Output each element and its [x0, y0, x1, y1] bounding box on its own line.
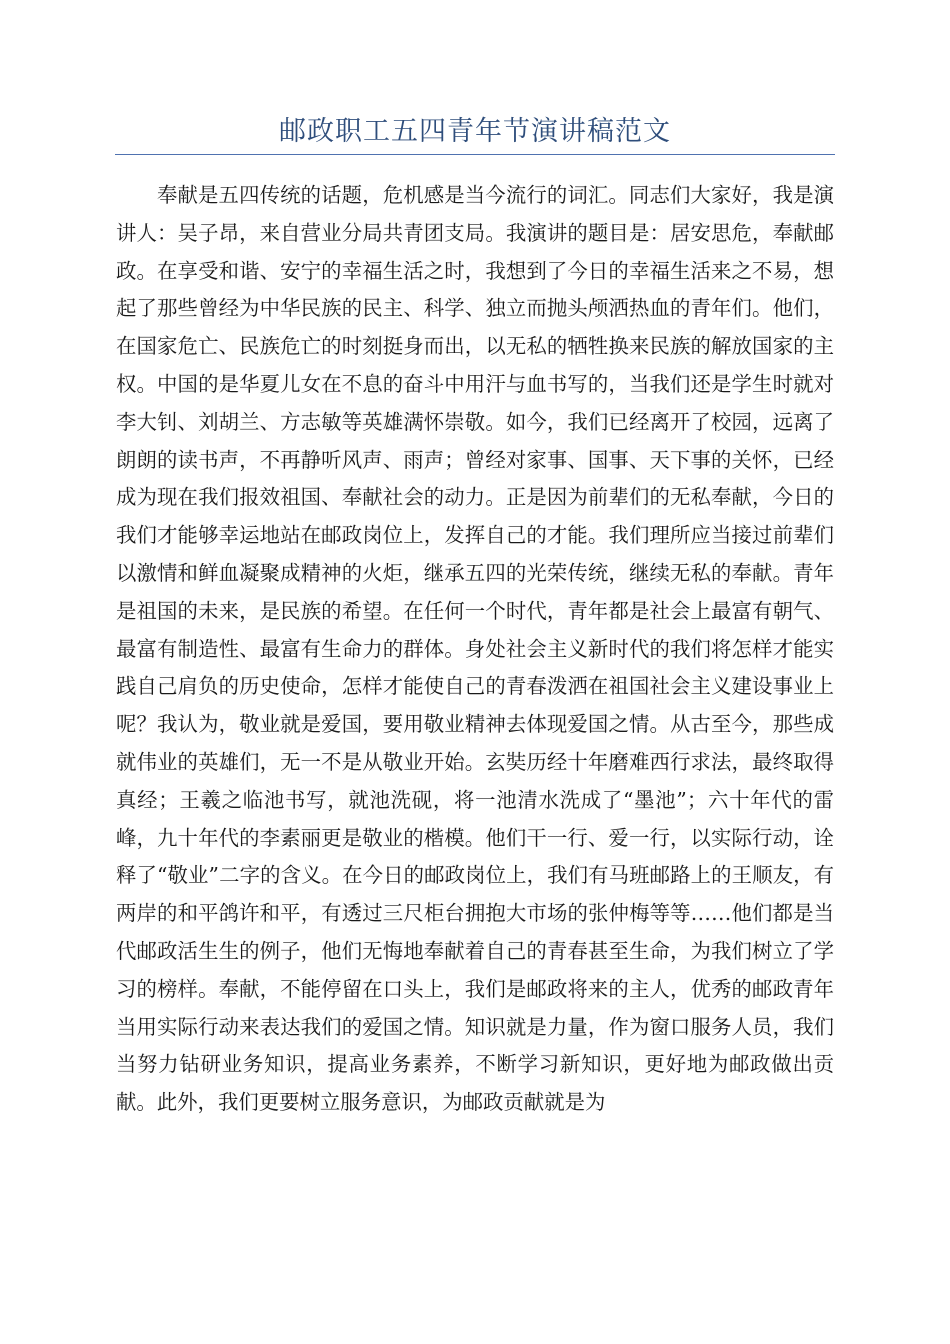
body-paragraph: 奉献是五四传统的话题，危机感是当今流行的词汇。同志们大家好，我是演讲人：吴子昂，来自营业分局共青团支局。我演讲的题目是：居安思危，奉献邮政。在享受和谐、安宁的幸福生活之时，我想到了今日的幸福生活来之不易，想起了那些曾经为中华民族的民主、科学、独立而抛头颅洒热血的青年们。他们，在国家危亡、民族危亡的时刻挺身而出，以无私的牺牲换来民族的解放国家的主权。中国的是华夏儿女在不息的奋斗中用汗与血书写的，当我们还是学生时就对李大钊、刘胡兰、方志敏等英雄满怀崇敬。如今，我们已经离开了校园，远离了朗朗的读书声，不再静听风声、雨声；曾经对家事、国事、天下事的关怀，已经成为现在我们报效祖国、奉献社会的动力。正是因为前辈们的无私奉献，今日的我们才能够幸运地站在邮政岗位上，发挥自己的才能。我们理所应当接过前辈们以激情和鲜血凝聚成精神的火炬，继承五四的光荣传统，继续无私的奉献。青年是祖国的未来，是民族的希望。在任何一个时代，青年都是社会上最富有朝气、最富有制造性、最富有生命力的群体。身处社会主义新时代的我们将怎样才能实践自己肩负的历史使命，怎样才能使自己的青春泼洒在祖国社会主义建设事业上呢？我认为，敬业就是爱国，要用敬业精神去体现爱国之情。从古至今，那些成就伟业的英雄们，无一不是从敬业开始。玄奘历经十年磨难西行求法，最终取得真经；王羲之临池书写，就池洗砚，将一池清水洗成了“墨池”；六十年代的雷峰，九十年代的李素丽更是敬业的楷模。他们干一行、爱一行，以实际行动，诠释了“敬业”二字的含义。在今日的邮政岗位上，我们有马班邮路上的王顺友，有两岸的和平鸽许和平，有透过三尺柜台拥抱大市场的张仲梅等等……他们都是当代邮政活生生的例子，他们无悔地奉献着自己的青春甚至生命，为我们树立了学习的榜样。奉献，不能停留在口头上，我们是邮政将来的主人，优秀的邮政青年当用实际行动来表达我们的爱国之情。知识就是力量，作为窗口服务人员，我们当努力钻研业务知识，提高业务素养，不断学习新知识，更好地为邮政做出贡献。此外，我们更要树立服务意识，为邮政贡献就是为 — [116, 183, 834, 1115]
title-underline — [115, 154, 835, 155]
document-title: 邮政职工五四青年节演讲稿范文 — [279, 116, 671, 147]
